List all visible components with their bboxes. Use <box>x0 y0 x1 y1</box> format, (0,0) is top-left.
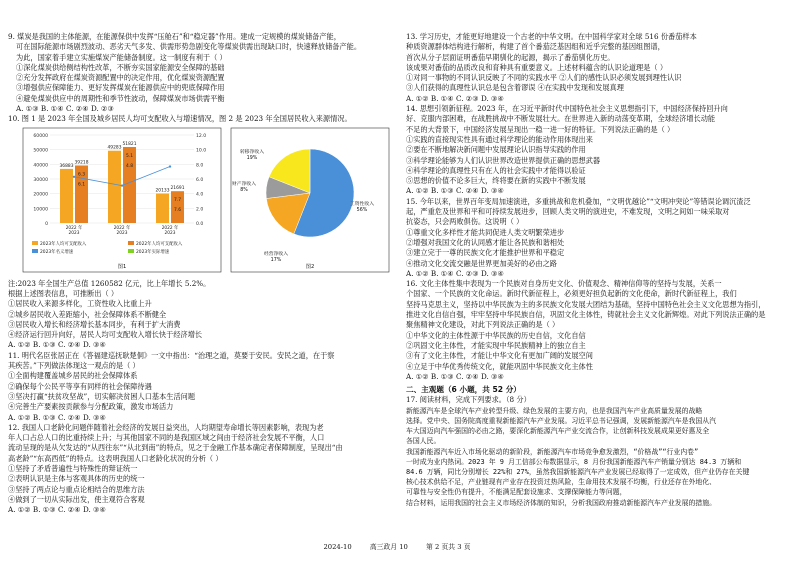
q12-option: ①坚持了矛盾普遍性与特殊性的辩证统一 <box>8 464 138 474</box>
y2-tick-label: 8.0 <box>196 163 204 169</box>
q16-line: 坚持马克思主义，坚持以中华民族为主的多民族文化发展大团结为基础，坚持中国特色社会主义文化思想为指引， <box>406 299 766 309</box>
footer-subject: 高三政月 10 <box>369 543 408 551</box>
q15-line: 15. 今年以来，世界百年变局加速演进，多重挑战和危机叠加，“文明优越论”“文明冲突论”等错误论调沉渣泛 <box>406 196 751 206</box>
q14-line: 14. 思想引领新征程。2023 年，在习近平新时代中国特色社会主义思想指引下，中国经济保持回升向 <box>406 104 728 114</box>
q14-option: ④科学理论的真理性只有在人的社会实践中才能得以验证 <box>406 165 586 175</box>
q12-answers: A. ①② B. ①③ C. ②④ D. ③④ <box>8 505 106 515</box>
q9-answers: A. ①③ B. ①④ C. ②④ D. ②③ <box>16 104 114 114</box>
y2-tick-label: 6.0 <box>196 177 204 183</box>
y2-tick-label: 10.0 <box>196 148 207 154</box>
q15-answers: A. ①② B. ①④ C. ②③ D. ③④ <box>406 268 504 278</box>
y2-tick-label: 4.0 <box>196 192 204 198</box>
pie-label-name: 转移净收入 <box>240 149 264 155</box>
x-tick-label: 2022 年 <box>161 225 179 231</box>
q14-line: 不足的大背景下，中国经济发展呈现出一稳一进一好的特征。下列说法正确的是（ ） <box>406 124 675 134</box>
bar-value-label: 20133 <box>155 188 170 194</box>
legend-swatch <box>32 249 38 253</box>
q12-line: 12. 我国人口老龄化问题伴随着社会经济的发展日益突出，人均期望寿命增长等因素影响，表现为老 <box>8 422 324 432</box>
q9-option: ④避免煤炭供应中的周期性和季节性波动，保障煤炭市场供需平衡 <box>16 93 225 103</box>
q17-material: 车大国迈向汽车强国的必由之路，要深化新能源汽车产业交流合作，让创新科技发展成果更好惠及全 <box>406 427 710 436</box>
rate-point <box>121 184 123 186</box>
q10-option: ①居民收入来源多样化，工资性收入比重上升 <box>8 299 152 309</box>
bar-value-label: 36883 <box>59 163 74 169</box>
q9-option: ②充分发挥政府在煤炭资源配置中的决定作用，优化煤炭资源配置 <box>16 73 225 83</box>
q10-line: 根据上述图表信息，可推断出（ ） <box>8 288 119 298</box>
income-pie-chart <box>230 127 390 273</box>
bar-value-label: 39218 <box>74 160 89 166</box>
x-tick-label: 2022 年 <box>113 225 131 231</box>
page-footer <box>0 541 794 551</box>
rate-point <box>169 165 171 167</box>
q12-line: 流动呈现的是从欠发达的“从西往东”“从北到南”的特点，见之于金融工作基本确定者保障制度，呈现出“由 <box>8 443 343 453</box>
rate-line <box>74 166 170 188</box>
rate-point <box>73 175 75 177</box>
q11-line: 其疾苦。”下列做法体现这一观点的是（ ） <box>8 361 140 371</box>
q9-option: ③增强供应保障能力、更好发挥煤炭在能源供应中的兜底保障作用 <box>16 83 225 93</box>
q11-line: 11. 明代名臣张居正在《答福建巡抚耿楚侗》一文中指出：“治理之道，莫要于安民。安民之道，在于察 <box>8 350 335 360</box>
q16-option: ④立足于中华优秀传统文化，就能巩固中华民族文化主体性 <box>406 361 593 371</box>
legend-swatch <box>32 241 38 245</box>
q13-option: ①对同一事物的不同认识反映了不同的实践水平 ②人们的感性认识必须发展到理性认识 <box>406 73 682 83</box>
section-heading: 二、主观题（6 小题，共 52 分） <box>406 385 521 395</box>
q14-line: 好、克服内部困难，在战胜挑战中不断发展壮大。在世界进入新的动荡变革期，全球经济增长动能 <box>406 114 716 124</box>
chart-caption: 图1 <box>117 263 127 270</box>
q12-option: ④做到了一切从实际出发，使主观符合客观 <box>8 494 145 504</box>
y2-tick-label: 2.0 <box>196 207 204 213</box>
q10-option: ②城乡居民收入差距缩小，社会保障体系不断健全 <box>8 309 167 319</box>
pie-label <box>350 200 374 213</box>
right-column <box>406 32 786 508</box>
q15-option: ②增强对我国文化的认同感才能让各民族和谐相处 <box>406 237 565 247</box>
bar-2023 <box>171 191 184 223</box>
q16-option: ①中华文化的主体性源于中华民族的历史自信，文化自信 <box>406 330 586 340</box>
y-tick-label: 40000 <box>33 163 48 169</box>
q11-option: ①全面构建覆盖城乡居民的社会保障体系 <box>8 371 138 381</box>
x-tick-label: 2023 <box>68 230 80 236</box>
q17-material: 各国人民。 <box>406 437 441 446</box>
q9-line: 9. 煤炭是我国的主体能源，在能源保供中发挥“压舱石”和“稳定器”作用。建成一定规模的煤炭储备产能， <box>8 32 341 41</box>
q15-line: 起，严重危及世界和平和可持续发展进步，回顾人类文明的演进史，不难发现，文明之间如一味采取对 <box>406 207 730 217</box>
q13-line: 种质资源群体结构进行解析，构建了首个番茄泛基因组和近乎完整的基因组图谱， <box>406 42 665 52</box>
q17-material: 我国新能源汽车近入市场化驱动的新阶段，新能源汽车市场竞争愈发激烈，“价格战”“行业内卷” <box>406 447 699 456</box>
question-12 <box>8 423 392 516</box>
pie-label-name: 经营净收入 <box>264 251 288 257</box>
legend-swatch <box>128 241 134 245</box>
pie-label-name: 财产净收入 <box>232 181 256 187</box>
q10-note: 注:2023 年全国生产总值 1260582 亿元，比上年增长 5.2%。 <box>8 278 211 288</box>
q14-option: ①实践的直接现实性具有通过科学理论的能动作用体现出来 <box>406 134 593 144</box>
y-tick-label: 60000 <box>33 133 48 139</box>
legend-label: 2023年名义增速 <box>40 249 74 255</box>
pie-label <box>232 180 256 193</box>
x-tick-label: 2023 <box>164 230 176 236</box>
q17-material: 核心技术供给不足，产业链现有产业存在投资过热风险，生命用技术发展不均衡，行业还存在外地化、 <box>406 478 717 487</box>
q13-line: 13. 学习历史，才能更好地建设一个古老的中华文明。在中国科学家对全球 516 份番茄样本 <box>406 32 697 41</box>
footer-page-number: 第 2 页共 3 页 <box>426 543 471 551</box>
q11-answers: A. ①② B. ①③ C. ②④ D. ③④ <box>8 412 106 422</box>
left-column <box>8 32 392 516</box>
q10-answers: A. ①② B. ①③ C. ②④ D. ③④ <box>8 340 106 350</box>
rate-label: 5.1 <box>126 153 133 159</box>
x-tick-label: 2022 年 <box>65 225 83 231</box>
question-14 <box>406 104 786 197</box>
pie-label-value: 56% <box>356 207 368 213</box>
bar-value-label: 51821 <box>122 141 137 147</box>
question-17 <box>406 395 786 507</box>
pie-label <box>240 148 264 161</box>
q12-option: ②表明认识是主体与客观具体的历史的统一 <box>8 474 145 484</box>
q11-option: ④完善生产要素按贡献参与分配政策，激发市场活力 <box>8 402 174 412</box>
bar-2022 <box>60 169 73 223</box>
q10-charts <box>8 127 392 275</box>
y-tick-label: 30000 <box>33 177 48 183</box>
q16-line: 16. 文化主体性集中表现为一个民族对自身历史文化、价值观念、精神信仰等的坚持与发展，关系一 <box>406 279 722 289</box>
q16-line: 推进文化自信自强，牢牢坚持中华民族自信，巩固文化主体性，铸就社会主义文化新辉煌。对此下列说法正确的是 <box>406 310 766 320</box>
legend-label: 2023年实际增速 <box>136 249 170 255</box>
pie-label-value: 17% <box>270 257 282 263</box>
q11-option: ③坚决打赢“扶贫攻坚战”，切实解决贫困人口基本生活问题 <box>8 391 196 401</box>
rate-label: 6.3 <box>78 172 85 178</box>
q12-line: 高老龄”“东高西低”的特点。这表明我国人口老龄化状况的分析（ ） <box>8 453 223 463</box>
q14-option: ⑤思想的价值不论多巨大，终将要在新的实践中不断发展 <box>406 176 586 186</box>
q14-option: ③科学理论能够为人们认识世界改造世界提供正确的思想武器 <box>406 155 601 165</box>
q13-line: 首次从分子层面证明番茄早期驯化的起源，揭示了番茄驯化历史。 <box>406 52 615 62</box>
footer-date: 2024-10 <box>323 543 352 551</box>
question-11 <box>8 351 392 423</box>
q10-option: ③居民收入增长和经济增长基本同步，有利于扩大消费 <box>8 319 181 329</box>
rate-label: 7.7 <box>174 197 181 203</box>
question-16 <box>406 279 786 382</box>
q17-task: 结合材料，运用我国的社会主义市场经济体制的知识，分析我国政府推动新能源汽车产业发展的措施。 <box>406 498 717 507</box>
legend-label: 2023年人均可支配收入 <box>40 241 87 247</box>
q17-material: 可靠性与安全性仍有提升，不能满足配套设施求、支撑保障能力等问题， <box>406 488 627 497</box>
q15-option: ③建立完于一尊的民族文化才能推护世界和平稳定 <box>406 248 565 258</box>
q14-option: ②要在不断地解决新问题中发展理论认识指导实践的作用 <box>406 145 586 155</box>
q13-line: 该成果对番茄的品质改良和育种具有重要意义。上述材料蕴含的认识论道理是（ ） <box>406 62 668 72</box>
chart-caption: 图2 <box>305 263 315 270</box>
q16-answers: A. ①② B. ①③ C. ②④ D. ③④ <box>406 371 504 381</box>
q9-line: 可在国际能源市场剧烈波动、恶劣天气多发、供需形势急剧变化等煤炭供需出现缺口时，快速释放储备产能。 <box>16 42 362 52</box>
q17-material: 选择。党中央、国务院高度重视新能源汽车产业发展。习近平总书记强调，发展新能源汽车是我国从汽 <box>406 416 717 425</box>
q10-option: ④经济运行回升向好，居民人均可支配收入增长快于经济增长 <box>8 330 203 340</box>
q15-option: ①尊重文化多样性才能共同促进人类文明繁荣进步 <box>406 227 565 237</box>
question-10 <box>8 114 392 350</box>
legend-swatch <box>128 249 134 253</box>
q16-option: ②巩固文化主体性，才能实现中华民族精神上的独立自主 <box>406 340 586 350</box>
y-tick-label: 50000 <box>33 148 48 154</box>
q9-line: 为此，国家着手建立实施煤炭产能储备制度。这一制度有利于（ ） <box>16 52 227 62</box>
y2-tick-label: 0.0 <box>196 221 204 227</box>
q11-option: ②确保每个公民平等享有同样的社会保障待遇 <box>8 381 152 391</box>
question-9 <box>8 32 392 114</box>
q17-title: 17. 阅读材料，完成下列要求。（8 分） <box>406 395 531 405</box>
y-tick-label: 10000 <box>33 207 48 213</box>
y2-tick-label: 12.0 <box>196 133 207 139</box>
pie-label-value: 19% <box>246 155 258 161</box>
q15-line: 抗姿态，只会两败俱伤。这说明（ ） <box>406 217 524 227</box>
rate-label: 7.6 <box>174 207 181 213</box>
q17-material: 新能源汽车是全球汽车产业转型升级、绿色发展的主要方向，也是我国汽车产业高质量发展的战略 <box>406 406 703 415</box>
pie-label-name: 工资性收入 <box>350 201 374 207</box>
q9-option: ①深化煤炭供给侧结构性改革，不断夯实国家能源安全保障的基础 <box>16 62 225 72</box>
pie-label-value: 8% <box>240 187 248 193</box>
rate-label: 6.1 <box>78 182 85 188</box>
q16-option: ③有了文化主体性，才能让中华文化有更加广阔的发展空间 <box>406 351 593 361</box>
q16-line: 聚焦精神文化建设，对此下列说法正确的是（ ） <box>406 320 560 330</box>
bar-2022 <box>108 150 121 222</box>
question-15 <box>406 197 786 279</box>
q13-answers: A. ①② B. ①④ C. ②③ D. ③④ <box>406 93 504 103</box>
rate-label: 4.8 <box>126 163 133 169</box>
x-tick-label: 2023 <box>116 230 128 236</box>
q12-option: ③坚持了两点论与重点论相结合的思维方法 <box>8 484 145 494</box>
q17-material: 一时成为业内热词。2023 年 9 月工信部公布数据显示，8 月份我国新能源汽车产销量分别达 84.3 万辆和 <box>406 457 742 466</box>
bar-value-label: 49283 <box>107 145 122 151</box>
y-tick-label: 20000 <box>33 192 48 198</box>
q12-line: 年人口占总人口的比重持续上升；与其他国家不同的是我国区域之间由于经济社会发展不平衡，人口 <box>8 433 325 443</box>
q10-intro: 10. 图 1 是 2023 年全国及城乡居民人均可支配收入与增速情况，图 2 是 2023 年全国居民收入来源情况。 <box>8 114 352 124</box>
income-bar-chart <box>22 127 222 273</box>
question-13 <box>406 32 786 104</box>
q16-line: 个国家、一个民族的文化命运。新时代新征程上，必须更好担负起新的文化使命，新时代新征程上，我们 <box>406 289 737 299</box>
q17-material: 84.6 万辆，同比分别增长 22%和 27%，虽然我国新能源汽车产业发展已经取得了一定成效，但产业仍存在关键 <box>406 467 750 476</box>
legend-label: 2022年人均可支配收入 <box>136 241 183 247</box>
bar-value-label: 21691 <box>170 185 185 191</box>
pie-label <box>264 250 288 263</box>
y-tick-label: 0 <box>45 221 48 227</box>
q14-answers: A. ①② B. ①③ C. ②④ D. ③④ <box>406 186 504 196</box>
bar-2022 <box>156 193 169 223</box>
q13-option: ③人们获得的真理性认识总是包含着谬误 ④在实践中发现和发展真理 <box>406 83 624 93</box>
q15-option: ④推动文化交流交融是世界更加美好的必由之路 <box>406 258 557 268</box>
